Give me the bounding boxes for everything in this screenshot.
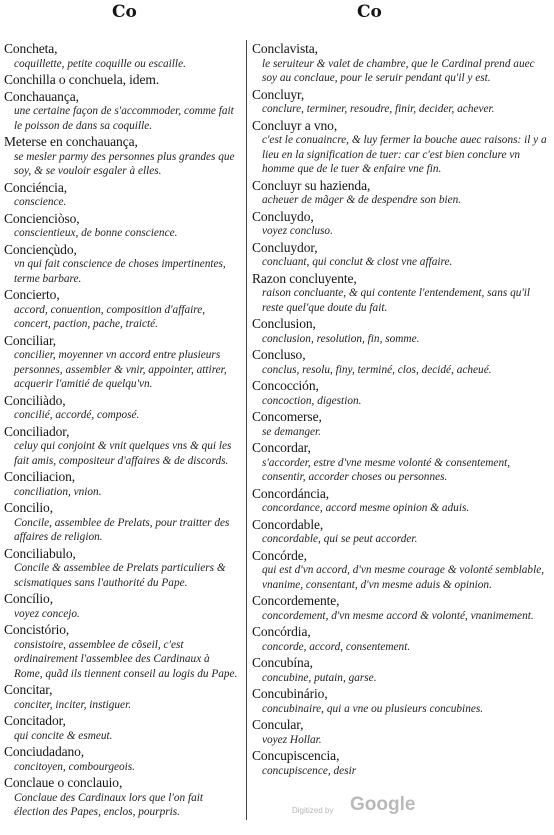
entry-headword: Concienciòso, [4,210,80,226]
entry-headword: Concórde, [252,547,307,563]
dictionary-entry [252,179,552,208]
entry-definition: concorde, accord, consentement. [262,640,411,653]
dictionary-entry [252,687,552,716]
entry-headword: Concocción, [252,378,319,393]
entry-definition: conclure, terminer, resoudre, finir, decider, achever. [262,103,495,115]
entry-headword: Concluso, [252,347,306,362]
entry-definition: acheuer de mãger & de despendre son bien. [262,194,462,206]
entry-headword: Concluyr, [252,86,305,102]
entry-headword: Razon concluyente, [252,270,357,286]
entry-definition: Concile, assemblee de Prelats, pour traitter des affaires de religion. [14,516,230,543]
dictionary-entry [4,334,240,392]
dictionary-entry [4,425,240,469]
entry-headword: Conciliàdo, [4,392,66,408]
entry-definition: conciliation, vnion. [14,485,102,498]
entry-definition: concupiscence, desir [262,764,357,777]
entry-headword: Concílio, [4,591,53,606]
entry-definition: conclusion, resolution, fin, somme. [262,332,420,345]
dictionary-entry [4,243,240,287]
dictionary-entry [252,317,552,346]
entry-headword: Conciudadano, [4,744,85,759]
entry-definition: accord, conuention, composition d'affaire, concert, paction, pache, traicté. [14,303,206,330]
entry-definition: voyez Hollar. [262,733,322,746]
dictionary-entry [4,394,240,423]
entry-definition: voyez concejo. [14,607,80,620]
entry-headword: Conciéncia, [4,179,67,195]
entry-headword: Conciliabulo, [4,545,76,561]
entry-definition: conscience. [14,196,67,208]
entry-headword: Concheta, [4,41,58,56]
dictionary-entry [4,135,240,179]
entry-definition: le seruiteur & valet de chambre, que le Cardinal prend auec soy au conclaue, pour le seruir pendant qu'il y est. [262,57,535,84]
entry-definition: vn qui fait conscience de choses impertinentes, terme barbare. [14,258,226,285]
dictionary-entry [252,410,552,439]
entry-definition: concilier, moyenner vn accord entre plusieurs personnes, assembler & vnir, appointer, attirer, acquerir l'amitié de quelqu'vn. [14,349,227,390]
entry-headword: Concluyr a vno, [252,117,338,133]
dictionary-entry [252,625,552,654]
entry-definition: concubine, putain, garse. [262,671,377,684]
dictionary-entry [252,272,552,316]
dictionary-entry [252,42,552,86]
entry-headword: Concitar, [4,682,53,697]
entry-definition: conciter, inciter, instiguer. [14,698,132,711]
dictionary-entry [4,288,240,332]
dictionary-entry [252,88,552,117]
dictionary-entry [252,749,552,778]
entry-headword: Concomerse, [252,409,322,424]
dictionary-entry [4,745,240,774]
dictionary-entry [4,776,240,820]
entry-definition: raison concluante, & qui contente l'entendement, sans qu'il reste quel'que doute du fait. [262,287,531,314]
entry-headword: Concierto, [4,287,60,302]
dictionary-entry [252,241,552,270]
entry-headword: Concluyr su hazienda, [252,177,371,193]
dictionary-entry [4,623,240,681]
header-left: Co [112,2,137,22]
dictionary-entry [4,42,240,71]
entry-definition: s'accorder, estre d'vne mesme volonté & consentement, consentir, accorder choses ou personnes. [262,456,511,483]
entry-headword: Conciliacion, [4,469,76,484]
entry-definition: concordement, d'vn mesme accord & volonté, vnanimement. [262,609,534,622]
entry-definition: se demanger. [262,425,321,438]
entry-headword: Conclusion, [252,316,316,331]
dictionary-entry [252,487,552,516]
entry-headword: Concluydor, [252,239,318,255]
dictionary-entry [252,656,552,685]
dictionary-entry [252,441,552,485]
entry-definition: Conclaue des Cardinaux lors que l'on fait élection des Papes, enclos, pourpris. [14,791,204,818]
entry-definition: une certaine façon de s'accommoder, comme fait le poisson de dans sa coquille. [14,105,234,132]
entry-headword: Concordar, [252,440,311,455]
entry-definition: concordance, accord mesme opinion & aduis. [262,502,470,514]
entry-definition: conclus, resolu, finy, terminé, clos, decidé, acheué. [262,363,492,376]
entry-headword: Concordemente, [252,593,340,608]
entry-headword: Conciliador, [4,423,70,439]
entry-definition: c'est le conuaincre, & luy fermer la bouche auec raisons: il y a lieu en la signification de tuer: car c'est bien conclure vn homme que de le tuer & enfaire vne fin. [262,134,547,175]
entry-headword: Concordable, [252,516,324,532]
entry-headword: Conchilla o conchuela, idem. [4,72,160,87]
dictionary-entry [252,518,552,547]
entry-headword: Concilio, [4,500,53,515]
entry-definition: conscientieux, de bonne conscience. [14,227,178,239]
entry-definition: concordable, qui se peut accorder. [262,533,418,545]
dictionary-entry [252,718,552,747]
dictionary-entry [4,212,240,241]
dictionary-entry [4,592,240,621]
entry-headword: Concistório, [4,622,70,637]
entry-headword: Conciliar, [4,332,57,348]
entry-headword: Concitador, [4,713,66,728]
watermark-small-text: Digitized by [292,806,334,815]
dictionary-entry [4,73,240,88]
running-header [0,2,554,24]
dictionary-entry [4,90,240,134]
entry-definition: concoction, digestion. [262,394,362,407]
entry-headword: Concubína, [252,655,313,670]
entry-headword: Concienςùdo, [4,241,77,257]
entry-headword: Concupiscencia, [252,748,340,763]
dictionary-entry [252,379,552,408]
entry-definition: voyez concluso. [262,225,333,237]
dictionary-entry [4,714,240,743]
left-column [4,42,240,822]
digitized-by-google-watermark [292,794,422,820]
entry-definition: concitoyen, combourgeois. [14,760,135,773]
right-column [252,42,552,780]
entry-definition: qui concite & esmeut. [14,729,113,742]
watermark-logo-text: Google [350,794,416,815]
entry-headword: Conchauança, [4,88,79,104]
dictionary-entry [252,210,552,239]
dictionary-entry [252,348,552,377]
entry-headword: Concordáncia, [252,485,330,501]
entry-headword: Concubinário, [252,686,328,701]
entry-definition: qui est d'vn accord, d'vn mesme courage & volonté semblable, vnanime, consentant, d'vn mesme aduis & opinion. [262,564,545,591]
column-divider [246,40,247,820]
entry-headword: Conclavista, [252,41,318,56]
entry-headword: Concluydo, [252,208,314,224]
entry-definition: concluant, qui conclut & clost vne affaire. [262,256,453,268]
entry-definition: consistoire, assemblee de cõseil, c'est ordinairement l'assemblee des Cardinaux à Rome, quãd ils tiennent conseil au logis du Pape. [14,638,238,680]
entry-definition: concubinaire, qui a vne ou plusieurs concubines. [262,702,484,715]
entry-headword: Conclaue o conclauio, [4,775,123,790]
entry-definition: se mesler parmy des personnes plus grandes que soy, & se vouloir esgaler à elles. [14,150,235,177]
entry-definition: coquillette, petite coquille ou escaille. [14,57,186,70]
dictionary-entry [4,683,240,712]
dictionary-entry [4,181,240,210]
dictionary-entry [252,594,552,623]
entry-headword: Concórdia, [252,624,311,639]
entry-definition: Concile & assemblee de Prelats particuliers & scismatiques sans l'authorité du Pape. [14,562,226,589]
entry-headword: Concular, [252,717,304,732]
dictionary-entry [252,119,552,177]
dictionary-entry [4,501,240,545]
dictionary-entry [252,549,552,593]
header-right: Co [357,2,382,22]
entry-definition: celuy qui conjoint & vnit quelques vns & qui les fait amis, compositeur d'affaires & de discords. [14,440,232,467]
entry-headword: Meterse en conchauança, [4,134,138,149]
dictionary-entry [4,470,240,499]
dictionary-entry [4,547,240,591]
entry-definition: concilié, accordé, composé. [14,409,140,421]
